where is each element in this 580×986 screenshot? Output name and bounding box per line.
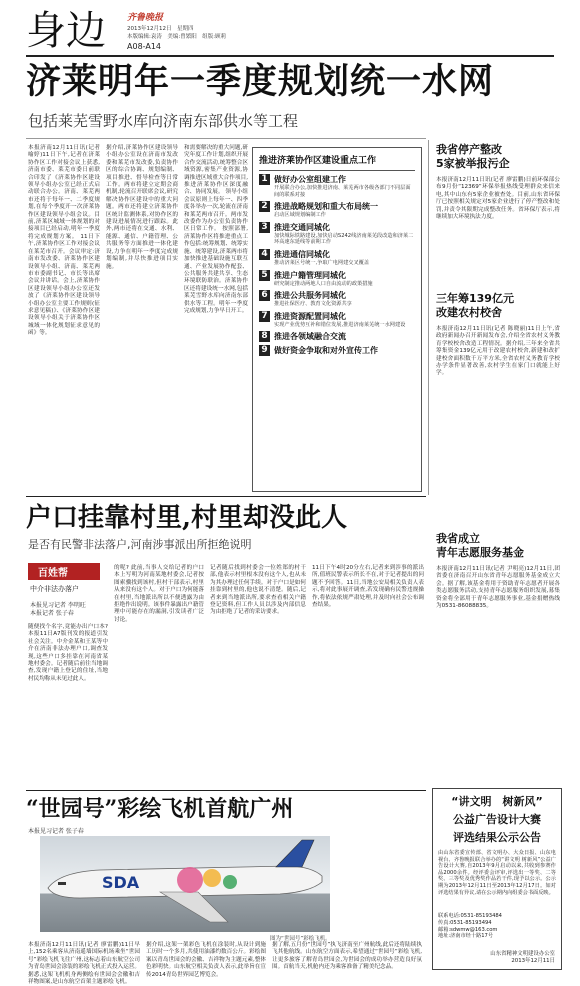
ad-title-line1: “讲文明 树新风” [451, 795, 543, 808]
masthead-rule [26, 55, 554, 57]
ad-title-line3: 评选结果公示公告 [453, 831, 541, 844]
key-work-item-title [259, 311, 415, 322]
key-work-item-number: 8 [259, 331, 270, 342]
sidebar-title-3: 我省成立 青年志愿服务基金 [436, 532, 524, 559]
plane-body-col3: 据了解,五月份“世园号”执飞济南至广州航线,此后还将陆续执飞其他航线。山东航空方面表示,希望通过“世园号”彩绘飞机,让更多旅客了解青岛世园会,为世园会的成功举办营造良好氛围。首航当天,机舱内还为乘客准备了精美纪念品。 [272, 942, 422, 971]
key-work-item-number: 7 [259, 311, 270, 322]
key-work-item-desc: 加快城际铁路建设,加快启动S242线济南莱芜段改造和济莱二环高速东延线等前期工作 [274, 232, 414, 246]
ad-contact: 联系电话:0531-85193484 传真:0531-85193494 邮箱:sdwmw@163.com 地址:济南市经十路17号 [438, 913, 502, 940]
sidebar-article-3 [436, 532, 560, 696]
plane-photo [40, 836, 330, 932]
key-work-item-title [259, 201, 415, 212]
key-work-item [259, 331, 415, 342]
sidebar-body-3: 本报济南12月11日讯(记者 尹明亮)12月11日,团省委在济南召开山东省青年志愿服务基金成立大会。据了解,该基金将用于资助青年志愿者开展各类志愿服务活动,支持青年志愿服务组织发展,募集资金将全部用于青年志愿服务事业,基金捐赠热线为0531-86088835。 [436, 566, 560, 610]
ad-signoff: 山东省精神文明建设办公室 2013年12月11日 [490, 951, 555, 964]
key-work-item [259, 311, 415, 329]
flower-motif [203, 869, 221, 887]
ad-body: 由山东省委宣传部、省文明办、大众日报、山东电视台、齐鲁晚报联合举办的“讲文明 树新风”公益广告设计大赛,自2013年9月启动以来,共收到参赛作品2000余件。经评委会评审,评选出一等奖、二等奖、三等奖及优秀奖作品若干件,现予以公示。公示期为2013年12月11日至2013年12月17日。如对评选结果有异议,请在公示期内向组委会书面反映。 [438, 850, 556, 896]
key-work-item-desc: 推进社保医疗、教育文化资源共享 [274, 301, 352, 308]
hukou-badge [28, 563, 100, 580]
hukou-byline: 本报见习记者 李明旺 本报记者 张子春 [30, 602, 86, 617]
key-work-item-desc: 实现产业优势互补和错位发展,推进济南莱芜统一水网建设 [274, 321, 406, 328]
key-work-item-label: 做好办公室组建工作 [274, 175, 346, 184]
key-work-item-desc: 推动济莱区号统一,争取广电网建交叉覆盖 [274, 259, 370, 266]
section-title: 身边 [26, 8, 106, 54]
key-work-item-label: 推进户籍管理同城化 [274, 270, 346, 280]
hukou-body-col3: 记者随后找到村委会一位姓郑的村干部,他表示村里根本没有这个人,也从未为其办理过任何手续。对于户口是如何挂靠到村里的,他也说不清楚。随后,记者来到当地派出所,要求查看相关户籍登记资料,但工作人员以涉及内部信息为由拒绝了记者的采访要求。 [210, 565, 306, 616]
sidebar-body-1: 本报济南12月11日讯(记者 廖雷鹏)日前环保部公布9月份“12369”环保举报热线受理群众来信来电,其中山东有5家企业被查处。目前,山东省环保厅已按照相关规定对5家企业进行了停产整改和处罚,并责令其限期完成整改任务。省环保厅表示,将继续加大环境执法力度。 [436, 177, 560, 221]
key-work-item-title [259, 270, 415, 281]
lead-subheadline: 包括莱芜雪野水库向济南东部供水等工程 [28, 112, 299, 130]
plane-photo-caption: 图为“世园号”彩绘飞机。 [270, 936, 331, 942]
livery-text: SDA [102, 873, 140, 892]
key-work-item-label: 推进公共服务同城化 [274, 291, 346, 301]
key-work-item-label: 推进各领域融合交流 [274, 332, 346, 342]
plane-top-rule [26, 790, 426, 791]
key-work-item [259, 290, 415, 308]
lead-headline: 济莱明年一季度规划统一水网 [26, 61, 495, 102]
hukou-top-rule [26, 496, 426, 497]
airplane-illustration [40, 836, 330, 932]
key-work-item-title [259, 249, 415, 260]
key-work-box [252, 147, 422, 492]
sidebar-title-1: 我省停产整改 5家被举报污企 [436, 143, 510, 170]
plane-headline: “世园号”彩绘飞机首航广州 [26, 796, 294, 822]
key-work-item-desc: 研究制定推动两地人口自由流动的政策措施 [274, 280, 373, 287]
lead-body-col3: 和需要解决的重大问题,研究年度工作计划,组织开展合作交流活动,统筹整合区域资源,密集产业资源,协调推进区域重大合作项目,推进济莱协作区深度融合、协同发展。 领导小组会议原则上每年一、四季度各举办一次,轮流在济南和莱芜两市召开。两市发改委作为办公室负责协作区日常工作。 按照部署,济莱协作区将推进重点工作包括:统筹规划、统筹实施、统筹建设,济莱两市将加快推进基础设施互联互通、产业发展协作配套、公共服务共建共享、生态环境联防联治。济莱协作区还将建设统一水网,包括莱芜雪野水库向济南东部供水等工程。明年一季度完成规划,力争早日开工。 [184, 145, 248, 314]
plane-body-col2: 据介绍,这架一架彩色飞机在涂装时,从设计到施工历时一个多月,共使用油漆约数百公斤。彩绘图案以青岛世园会的会徽、吉祥物为主题元素,整体色彩明快。山东航空相关负责人表示,此举旨在宣传2014青岛世界园艺博览会。 [146, 942, 266, 978]
sidebar-title-2: 三年筹139亿元 改建农村校舍 [436, 292, 514, 319]
hukou-body-col2: 的呢? 此前,当事人交给记者的户口本上写明为河南某地村委会,记者按图索骥找到该村,但村干部表示,村里从来没有这个人。对于户口为何能落在村里,当地派出所以不便透露为由拒绝作出说明。该事件暴露出户籍管理中可能存在的漏洞,引发读者广泛讨论。 [114, 565, 204, 623]
hukou-badge-label: 百姓帮 [38, 568, 68, 579]
key-work-item-title [259, 290, 415, 301]
key-work-item-number: 2 [259, 201, 270, 212]
key-work-item [259, 222, 415, 246]
key-work-title: 推进济莱协作区建设重点工作 [259, 153, 415, 171]
hukou-subheadline: 是否有民警非法落户,河南涉事派出所拒绝说明 [28, 538, 252, 551]
key-work-item-label: 推进交通同城化 [274, 222, 330, 232]
key-work-item-desc: 启动区域规划编制工作 [274, 212, 326, 219]
wing-shape [160, 892, 228, 922]
hukou-body-col1: 随便找个名字,竟能办出户口本?本报11日A7版刊发的报道引发社会关注。中介金某和王某等中介在济南非法办理户口,调查发现,这些户口多挂靠在河南省某地村委会。记者随后前往当地调查,发现户籍上登记的住址,当地村民均称从未见过此人。 [28, 624, 108, 682]
page-range: A08-A14 [127, 42, 162, 51]
editors-line: 本版编辑:袁涛 美编:曾繁阳 组版:顾莉 [127, 34, 227, 40]
cockpit-window [58, 882, 66, 885]
date-line: 2013年12月12日 星期四 [127, 26, 194, 32]
key-work-list [259, 174, 415, 356]
key-work-item-label: 推进通信同城化 [274, 249, 330, 259]
key-work-item-number: 3 [259, 222, 270, 233]
hukou-badge-sub: 中介非法办落户 [30, 585, 79, 593]
key-work-item-title [259, 222, 415, 233]
key-work-item [259, 174, 415, 198]
key-work-item-number: 6 [259, 290, 270, 301]
paper-name: 齐鲁晚报 [127, 13, 164, 23]
key-work-item [259, 345, 415, 356]
flower-motif [223, 875, 237, 889]
key-work-item-label: 做好资金争取和对外宣传工作 [274, 346, 378, 356]
key-work-item [259, 201, 415, 219]
key-work-item-title [259, 174, 415, 185]
sidebar-article-1 [436, 143, 560, 293]
lead-body-col2: 据介绍,济莱协作区建设领导小组办公室设在济南市发改委和莱芜市发改委,负责协作区的综合协调、规划编制、项目推进、督导检查等日常工作。两市将建立定期会商机制,轮流召开联席会议,研究解决协作区建设中的重大问题。两市还将建立济莱协作区统计监测体系,对协作区的建设进展情况进行跟踪。此外,两市还将在交通、水利、能源、通信、户籍管理、公共服务等方面推进一体化建设,力争在明年一季度完成规划编制,并尽快推进项目实施。 [106, 145, 178, 270]
tail-fin-shape [276, 840, 314, 867]
hukou-body-col4: 11日下午4时20分左右,记者来到涉事的派出所,值班民警表示所长不在,对于记者提出的问题不予回答。11日,当地公安局相关负责人表示,将对此事展开调查,若发现确有民警违规操作,将依法依规严肃处理,并及时向社会公布调查结果。 [312, 565, 424, 609]
key-work-item [259, 249, 415, 267]
key-work-item-number: 9 [259, 345, 270, 356]
lead-top-rule [26, 138, 426, 139]
sidebar-body-2: 本报济南12月11日讯(记者 陈晓丽)11日上午,省政府新闻办召开新闻发布会,介绍全省农村义务教育学校校舍改造工程情况。据介绍,三年来全省共筹集资金139亿元用于改建农村校舍,新建和改扩建校舍面积数千万平方米,全省农村义务教育学校办学条件显著改善,农村学生在家门口就能上好学。 [436, 326, 560, 377]
flower-motif [177, 867, 203, 893]
hukou-headline: 户口挂靠村里,村里却没此人 [26, 503, 348, 533]
key-work-item [259, 270, 415, 288]
sidebar-article-2 [436, 292, 560, 446]
key-work-item-title [259, 331, 415, 342]
ad-box [432, 788, 562, 970]
key-work-item-number: 1 [259, 174, 270, 185]
plane-byline: 本报见习记者 张子春 [28, 828, 84, 835]
key-work-item-number: 4 [259, 249, 270, 260]
plane-body-col1: 本报济南12月11日讯(记者 廖雷鹏)11日早上,152名乘客从济南遥墙国际机场乘坐“世园号”彩绘飞机飞往广州,这标志着山东航空公司为青岛世园会涂装的彩绘飞机正式投入运营。据悉,这架飞机机身两侧绘有世园会会徽和吉祥物图案,是山东航空首架主题彩绘飞机。 [28, 942, 140, 986]
key-work-item-title [259, 345, 415, 356]
key-work-item-label: 推进资源配置同城化 [274, 311, 346, 321]
sidebar-divider [428, 140, 429, 495]
ad-title-line2: 公益广告设计大赛 [453, 813, 541, 826]
key-work-item-label: 推进战略规划和重大布局统一 [274, 202, 378, 212]
lead-body-col1: 本报济南12月11日讯(记者 喻婷)11日下午,记者在济莱协作区工作对接会议上获悉,济南市委、莱芜市委日前联合印发了《济莱协作区建设领导小组办公室已经正式启动联合办公。济南、莱芜两市还将于每年一、二季度规划,在每个季度开一次济莱协作区建设领导小组会议。目前,济莱区城域一体规划的对接项目已经启动,明年一季度将完成规划方案。 11日下午,济莱协作区工作对接会议在莱芜市召开。会议审定:济南市发改委、济莱协作区建设领导小组、济南、莱芜两市市委副书记、市长等出席会议并讲话。会上,济莱协作区建设领导小组办公室还发放了《济莱协作区建设领导小组办公室主要工作规则(征求意见稿)》、《济莱协作区建设领导小组关于济莱协作区城域一体化规划征求意见的函》等。 [28, 145, 100, 337]
key-work-item-desc: 开展联合办公,加快推进济南、莱芜两市各级各部门不同层面间的联系对接 [274, 185, 411, 198]
key-work-item-number: 5 [259, 270, 270, 281]
